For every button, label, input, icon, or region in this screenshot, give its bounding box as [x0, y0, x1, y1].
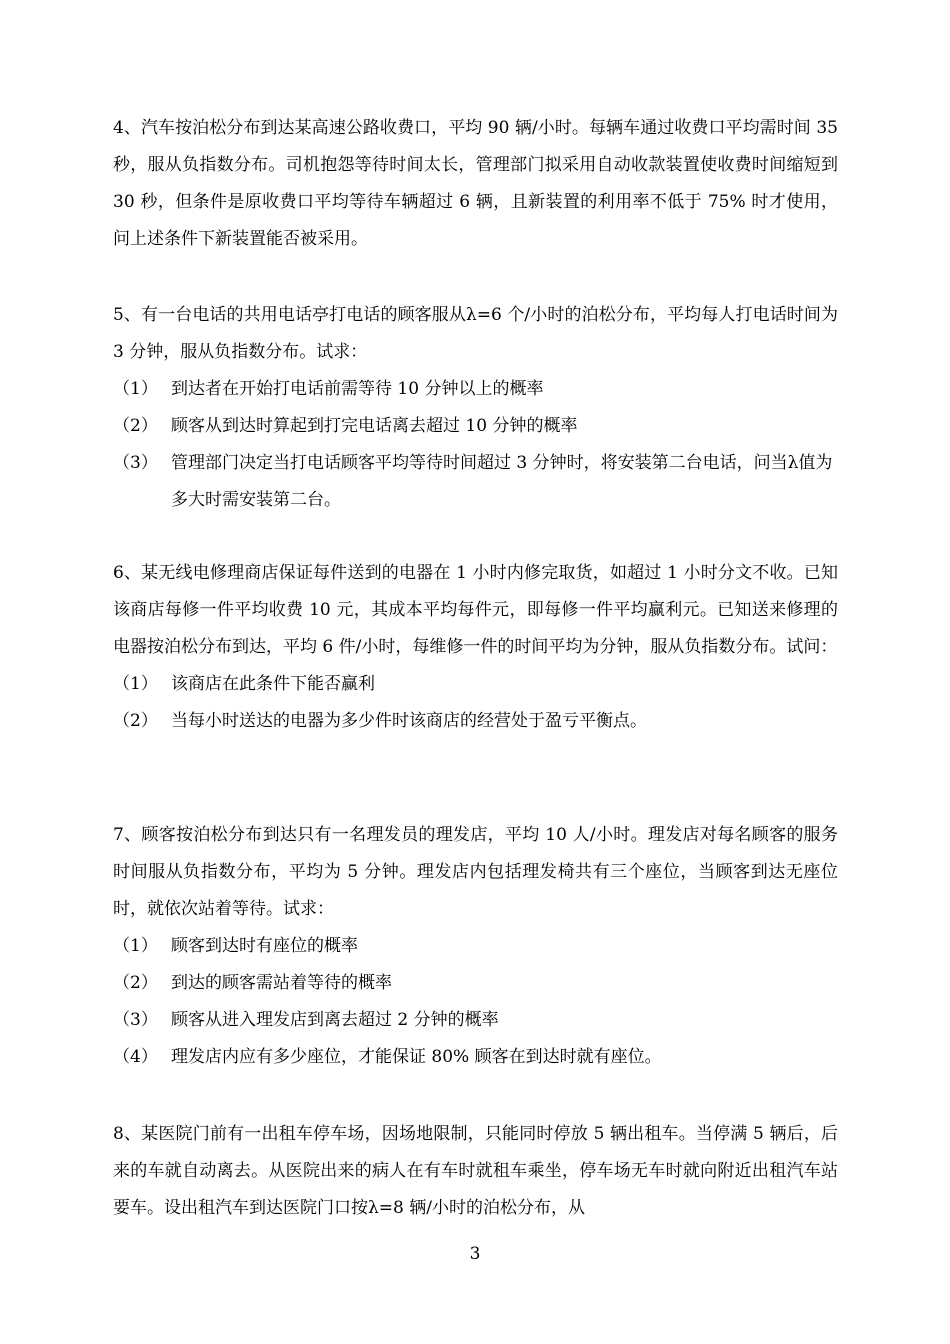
problem-7	[113, 817, 838, 1076]
item-text: 理发店内应有多少座位，才能保证 80% 顾客在到达时就有座位。	[171, 1047, 662, 1067]
problem-5-item-1	[113, 371, 838, 408]
item-text: 到达者在开始打电话前需等待 10 分钟以上的概率	[171, 379, 544, 399]
problem-4	[113, 110, 838, 258]
problem-4-text: 4、汽车按泊松分布到达某高速公路收费口，平均 90 辆/小时。每辆车通过收费口平均需时间 35 秒，服从负指数分布。司机抱怨等待时间太长，管理部门拟采用自动收款装置使收费时间缩短到 30 秒，但条件是原收费口平均等待车辆超过 6 辆，且新装置的利用率不低于 75% 时才使用，问上述条件下新装置能否被采用。	[113, 118, 838, 249]
item-number: （1）	[113, 936, 158, 956]
problem-6	[113, 555, 838, 740]
problem-7-item-3	[113, 1002, 838, 1039]
problem-7-text: 7、顾客按泊松分布到达只有一名理发员的理发店，平均 10 人/小时。理发店对每名顾客的服务时间服从负指数分布，平均为 5 分钟。理发店内包括理发椅共有三个座位，当顾客到达无座位时，就依次站着等待。试求：	[113, 825, 838, 919]
item-text: 该商店在此条件下能否赢利	[171, 674, 375, 694]
item-number: （2）	[113, 711, 158, 731]
problem-5-item-3	[113, 445, 838, 519]
item-text: 顾客从进入理发店到离去超过 2 分钟的概率	[171, 1010, 499, 1030]
problem-7-item-1	[113, 928, 838, 965]
problem-5-text: 5、有一台电话的共用电话亭打电话的顾客服从λ=6 个/小时的泊松分布，平均每人打电话时间为 3 分钟，服从负指数分布。试求：	[113, 305, 838, 362]
item-number: （2）	[113, 416, 158, 436]
problem-8	[113, 1116, 838, 1227]
item-text: 当每小时送达的电器为多少件时该商店的经营处于盈亏平衡点。	[171, 711, 647, 731]
problem-5	[113, 297, 838, 519]
item-text: 顾客到达时有座位的概率	[171, 936, 358, 956]
problem-7-item-4	[113, 1039, 838, 1076]
item-number: （3）	[113, 453, 158, 473]
problem-8-text: 8、某医院门前有一出租车停车场，因场地限制，只能同时停放 5 辆出租车。当停满 5 辆后，后来的车就自动离去。从医院出来的病人在有车时就租车乘坐，停车场无车时就向附近出租汽车站要车。设出租汽车到达医院门口按λ=8 辆/小时的泊松分布，从	[113, 1124, 838, 1218]
item-text: 到达的顾客需站着等待的概率	[171, 973, 392, 993]
problem-6-item-1	[113, 666, 838, 703]
page-number: 3	[469, 1244, 481, 1264]
item-number: （1）	[113, 379, 158, 399]
item-number: （3）	[113, 1010, 158, 1030]
item-text: 顾客从到达时算起到打完电话离去超过 10 分钟的概率	[171, 416, 578, 436]
item-number: （2）	[113, 973, 158, 993]
problem-7-item-2	[113, 965, 838, 1002]
item-number: （1）	[113, 674, 158, 694]
item-number: （4）	[113, 1047, 158, 1067]
problem-5-item-2	[113, 408, 838, 445]
problem-6-item-2	[113, 703, 838, 740]
problem-6-text: 6、某无线电修理商店保证每件送到的电器在 1 小时内修完取货，如超过 1 小时分文不收。已知该商店每修一件平均收费 10 元，其成本平均每件元，即每修一件平均赢利元。已知送来修理的电器按泊松分布到达，平均 6 件/小时，每维修一件的时间平均为分钟，服从负指数分布。试问：	[113, 563, 838, 657]
item-text: 管理部门决定当打电话顾客平均等待时间超过 3 分钟时，将安装第二台电话，问当λ值为多大时需安装第二台。	[171, 453, 833, 510]
